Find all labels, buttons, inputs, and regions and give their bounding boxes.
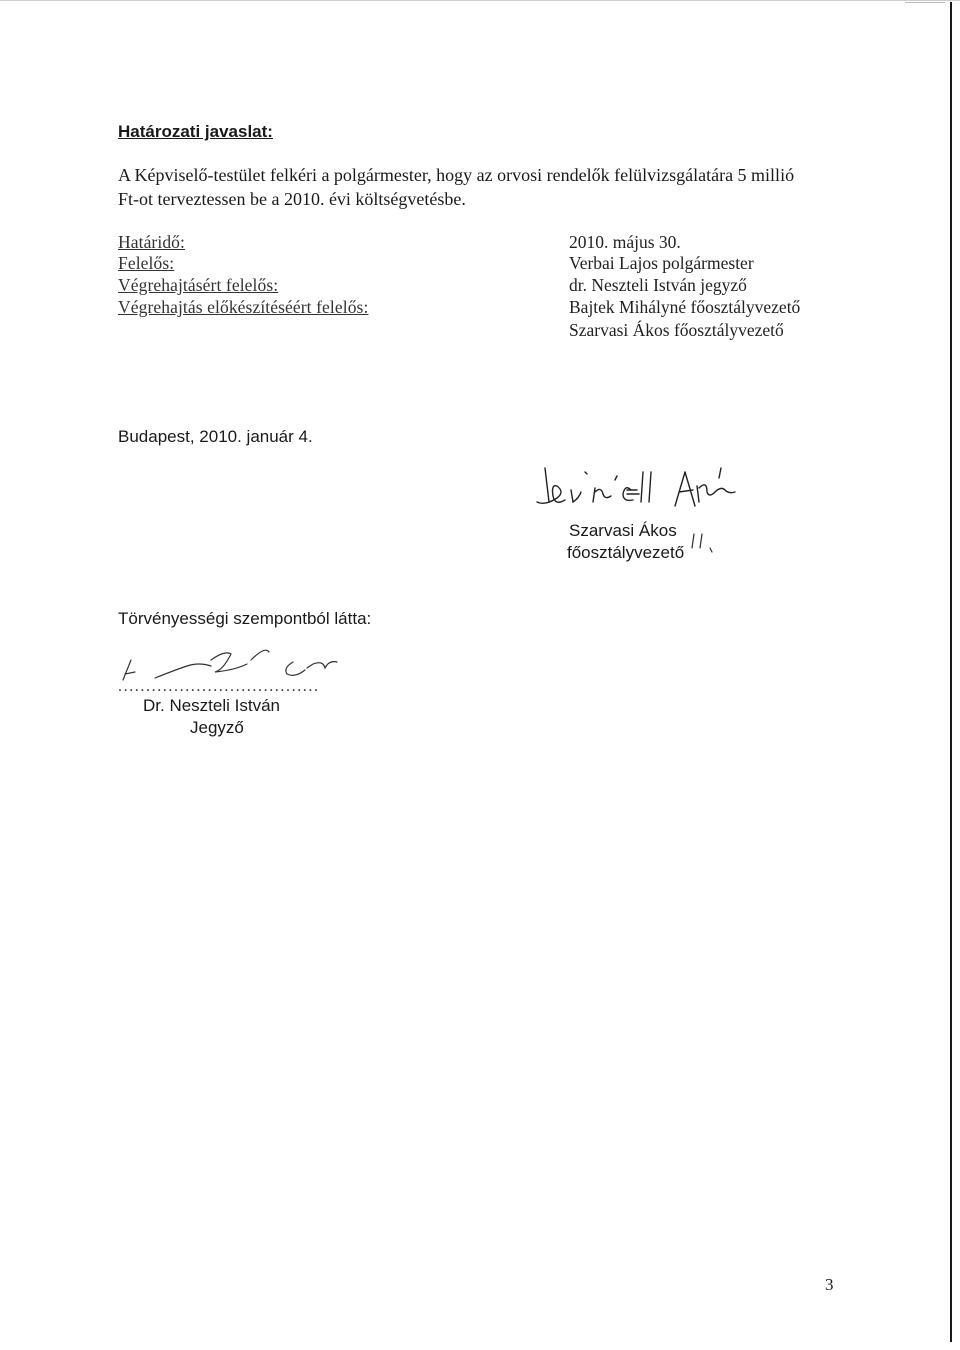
page-number: 3 [825,1275,834,1294]
page-edge-mark [905,2,945,3]
paragraph-line-2: Ft-ot terveztessen be a 2010. évi költségvetésbe. [118,189,466,209]
signer1-name: Szarvasi Ákos [569,521,677,540]
paragraph-line-1: A Képviselő-testület felkéri a polgármester, hogy az orvosi rendelők felülvizsgálatára 5 millió [118,165,795,185]
resolution-heading: Határozati javaslat: [118,122,273,141]
place-date: Budapest, 2010. január 4. [118,427,313,446]
preparation-responsible-value: Bajtek Mihályné főosztályvezető [569,297,801,317]
responsible-value: Verbai Lajos polgármester [569,253,754,273]
preparation-responsible-value-2: Szarvasi Ákos főosztályvezető [569,320,784,340]
page-right-edge [950,2,952,1342]
signature-flourish [690,530,720,554]
handwritten-signature-1 [535,462,765,522]
responsible-label: Felelős: [118,253,175,273]
page-top-edge [0,0,960,5]
preparation-responsible-label: Végrehajtás előkészítéséért felelős: [118,297,369,317]
deadline-value: 2010. május 30. [569,232,681,252]
execution-responsible-value: dr. Neszteli István jegyző [569,275,747,295]
legality-label: Törvényességi szempontból látta: [118,609,372,628]
signer2-name: Dr. Neszteli István [143,696,280,715]
signer2-title: Jegyző [190,718,244,737]
signer1-title: főosztályvezető [567,543,685,562]
deadline-label: Határidő: [118,232,185,252]
execution-responsible-label: Végrehajtásért felelős: [118,275,279,295]
signature-dotted-line: .................................... [118,678,320,695]
